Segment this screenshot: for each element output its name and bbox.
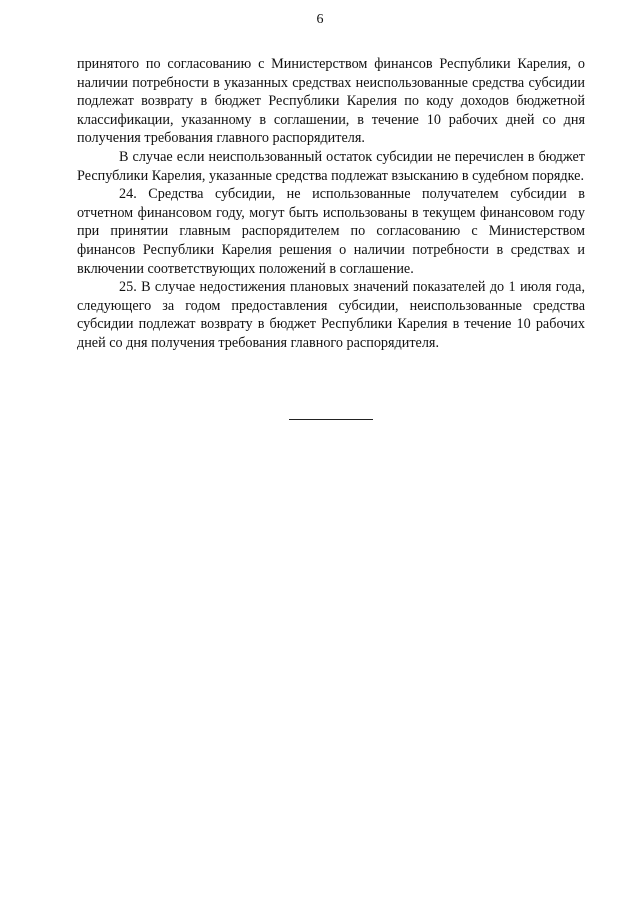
document-body (77, 55, 585, 353)
paragraph-25: 25. В случае недостижения плановых значений показателей до 1 июля года, следующего за годом предоставления субсидии, неиспользованные средства субсидии подлежат возврату в бюджет Республики Карелия в течение 10 рабочих дней со дня получения требования главного распорядителя. (77, 279, 585, 351)
paragraph-unused-balance-recovery: В случае если неиспользованный остаток субсидии не перечислен в бюджет Республики Карелия, указанные средства подлежат взысканию в судебном порядке. (77, 148, 585, 184)
paragraph-continuation: принятого по согласованию с Министерством финансов Республики Карелия, о наличии потребности в указанных средствах неиспользованные средства субсидии подлежат возврату в бюджет Республики Карелия по коду доходов бюджетной классификации, указанному в соглашении, в течение 10 рабочих дней со дня получения требования главного распорядителя. (77, 56, 585, 147)
page-number: 6 (316, 12, 324, 27)
end-of-document-rule (289, 419, 373, 420)
paragraph-24: 24. Средства субсидии, не использованные получателем субсидии в отчетном финансовом году, могут быть использованы в текущем финансовом году при принятии главным распорядителем по согласованию с Министерством финансов Республики Карелия решения о наличии потребности в средствах и включении соответствующих положений в соглашение. (77, 186, 585, 277)
